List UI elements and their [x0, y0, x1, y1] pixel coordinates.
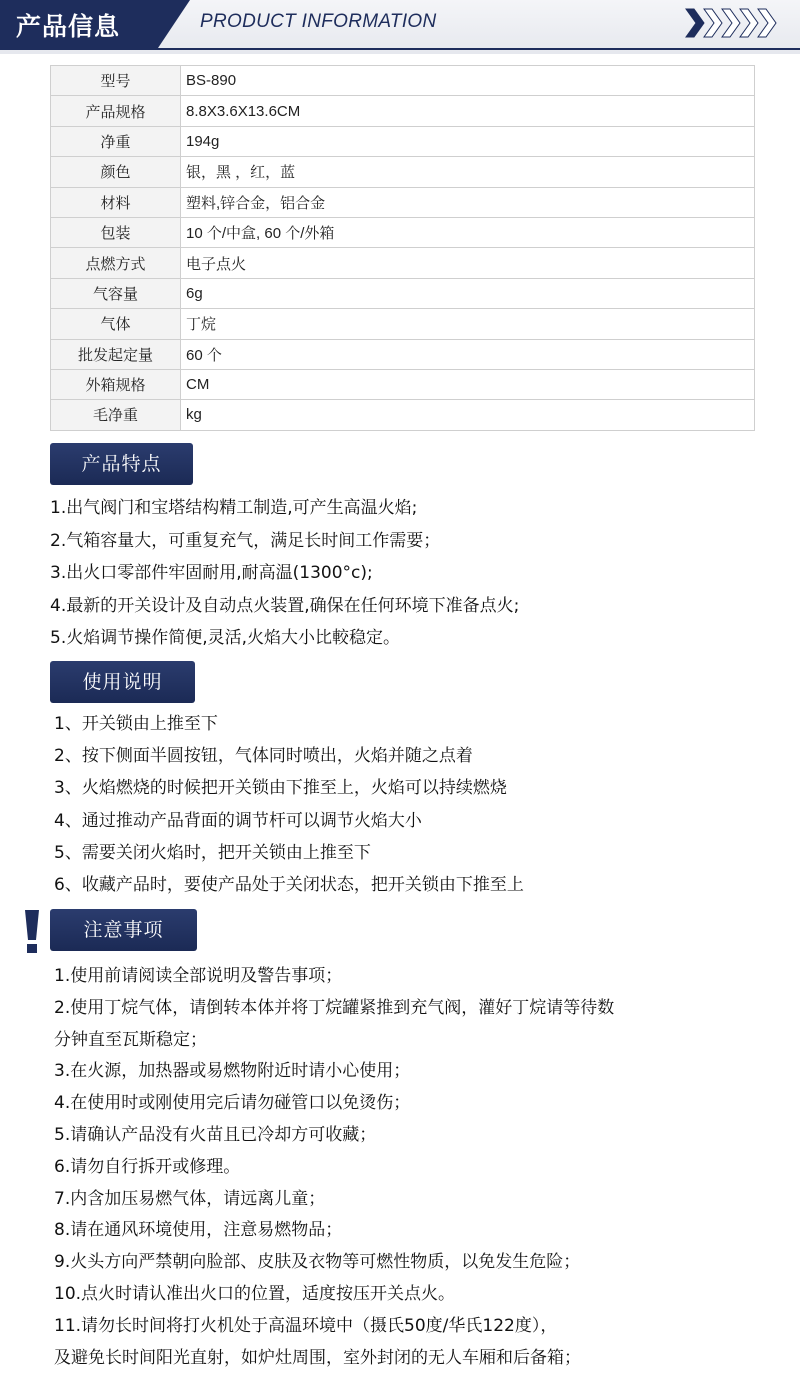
spec-table	[50, 65, 755, 431]
features-heading: 产品特点	[50, 443, 193, 485]
page-title: 产品信息	[16, 12, 121, 41]
spec-label: 产品规格	[51, 96, 181, 126]
list-item: 4.最新的开关设计及自动点火装置,确保在任何环境下准备点火;	[50, 595, 520, 616]
notes-heading: 注意事项	[50, 909, 197, 951]
table-row	[51, 96, 755, 126]
list-item: 2.使用丁烷气体，请倒转本体并将丁烷罐紧推到充气阀，灌好丁烷请等待数	[54, 997, 615, 1018]
table-row	[51, 66, 755, 96]
features-list	[50, 492, 519, 655]
list-item: 2、按下侧面半圆按钮，气体同时喷出，火焰并随之点着	[54, 746, 473, 767]
notes-list	[50, 961, 614, 1374]
table-row	[51, 126, 755, 156]
exclamation-icon	[22, 908, 42, 954]
list-item: 1.使用前请阅读全部说明及警告事项；	[54, 966, 343, 986]
spec-label: 批发起定量	[51, 339, 181, 369]
table-row	[51, 248, 755, 278]
list-item: 及避免长时间阳光直射，如炉灶周围，室外封闭的无人车厢和后备箱；	[54, 1347, 581, 1368]
chevron-right-icon	[684, 7, 784, 39]
table-row	[51, 157, 755, 187]
spec-label: 气容量	[51, 278, 181, 308]
spec-value: 194g	[181, 126, 755, 156]
spec-label: 毛净重	[51, 400, 181, 430]
spec-label: 颜色	[51, 157, 181, 187]
usage-list	[50, 708, 524, 901]
spec-value: BS-890	[181, 66, 755, 96]
spec-label: 材料	[51, 187, 181, 217]
header-underline	[0, 48, 800, 50]
spec-label: 点燃方式	[51, 248, 181, 278]
spec-value: 丁烷	[181, 309, 755, 339]
table-row	[51, 278, 755, 308]
list-item: 1、开关锁由上推至下	[54, 714, 218, 734]
spec-value: 银，黑 ，红，蓝	[181, 157, 755, 187]
spec-value: 6g	[181, 278, 755, 308]
list-item: 9.火头方向严禁朝向脸部、皮肤及衣物等可燃性物质，以免发生危险；	[54, 1252, 581, 1273]
spec-label: 气体	[51, 309, 181, 339]
list-item: 1.出气阀门和宝塔结构精工制造,可产生高温火焰;	[50, 498, 418, 518]
list-item: 5.请确认产品没有火苗且已冷却方可收藏；	[54, 1124, 377, 1145]
spec-value: 60 个	[181, 339, 755, 369]
list-item: 8.请在通风环境使用，注意易燃物品；	[54, 1220, 343, 1241]
list-item: 5、需要关闭火焰时，把开关锁由上推至下	[54, 842, 371, 863]
spec-label: 外箱规格	[51, 369, 181, 399]
spec-value: 电子点火	[181, 248, 755, 278]
table-row	[51, 339, 755, 369]
list-item: 4.在使用时或刚使用完后请勿碰管口以免烫伤；	[54, 1093, 411, 1114]
list-item: 分钟直至瓦斯稳定；	[54, 1029, 207, 1050]
list-item: 2.气箱容量大，可重复充气，满足长时间工作需要；	[50, 530, 441, 551]
list-item: 6.请勿自行拆开或修理。	[54, 1156, 241, 1177]
usage-heading: 使用说明	[50, 661, 195, 703]
list-item: 3.出火口零部件牢固耐用,耐高温(1300°c);	[50, 563, 373, 583]
table-row	[51, 217, 755, 247]
spec-label: 包装	[51, 217, 181, 247]
spec-value: 塑料,锌合金，铝合金	[181, 187, 755, 217]
spec-value: 8.8X3.6X13.6CM	[181, 96, 755, 126]
list-item: 3、火焰燃烧的时候把开关锁由下推至上，火焰可以持续燃烧	[54, 778, 507, 799]
header-banner	[0, 0, 800, 54]
table-row	[51, 309, 755, 339]
spec-value: 10 个/中盒, 60 个/外箱	[181, 217, 755, 247]
list-item: 11.请勿长时间将打火机处于高温环境中（摄氏50度/华氏122度），	[54, 1315, 558, 1336]
table-row	[51, 369, 755, 399]
spec-label: 净重	[51, 126, 181, 156]
list-item: 3.在火源，加热器或易燃物附近时请小心使用；	[54, 1061, 411, 1082]
list-item: 5.火焰调节操作简便,灵活,火焰大小比較稳定。	[50, 628, 401, 648]
table-row	[51, 400, 755, 430]
page-subtitle: PRODUCT INFORMATION	[200, 11, 437, 32]
spec-value: CM	[181, 369, 755, 399]
list-item: 7.内含加压易燃气体，请远离儿童；	[54, 1188, 326, 1209]
table-row	[51, 187, 755, 217]
list-item: 10.点火时请认准出火口的位置，适度按压开关点火。	[54, 1283, 456, 1304]
list-item: 4、通过推动产品背面的调节杆可以调节火焰大小	[54, 810, 422, 831]
spec-value: kg	[181, 400, 755, 430]
spec-label: 型号	[51, 66, 181, 96]
list-item: 6、收藏产品时，要使产品处于关闭状态，把开关锁由下推至上	[54, 874, 524, 895]
